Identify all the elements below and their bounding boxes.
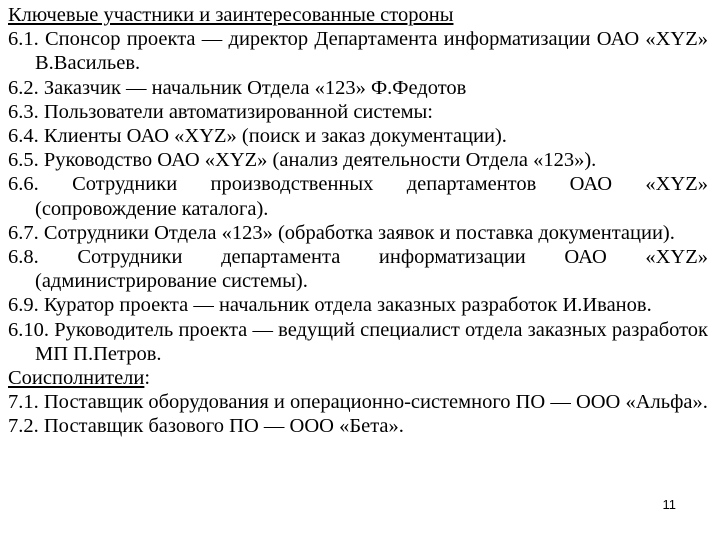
list-item: [8, 100, 708, 124]
item-text: Сотрудники производственных департаментов ОАО «XYZ» (сопровождение каталога).: [35, 173, 708, 220]
list-item: [8, 76, 708, 100]
item-text: Руководство ОАО «XYZ» (анализ деятельности Отдела «123»).: [43, 149, 597, 172]
item-number: 6.7.: [8, 221, 39, 244]
item-number: 6.9.: [8, 294, 39, 317]
item-number: 6.4.: [8, 125, 39, 148]
item-text: Руководитель проекта — ведущий специалист отдела заказных разработок МП П.Петров.: [35, 318, 709, 365]
coexecutors-label: Соисполнители: [8, 367, 145, 390]
item-number: 7.1.: [8, 391, 39, 414]
item-text: Куратор проекта — начальник отдела заказных разработок И.Иванов.: [43, 294, 652, 317]
list-item: [8, 293, 708, 317]
page-number: 11: [662, 497, 676, 512]
item-number: 6.1.: [8, 28, 39, 51]
item-number: 6.2.: [8, 76, 39, 99]
item-number: 6.6.: [8, 173, 39, 196]
item-text: Заказчик — начальник Отдела «123» Ф.Федотов: [43, 76, 467, 99]
item-number: 6.3.: [8, 100, 39, 123]
slide-content: [8, 3, 708, 439]
item-number: 7.2.: [8, 415, 39, 438]
list-item: [8, 414, 708, 438]
item-text: Клиенты ОАО «XYZ» (поиск и заказ документации).: [43, 125, 507, 148]
item-number: 6.8.: [8, 246, 39, 269]
list-item: [8, 148, 708, 172]
coexecutors-colon: :: [144, 367, 151, 390]
coexecutors-heading: [8, 366, 708, 390]
item-number: 6.5.: [8, 149, 39, 172]
item-text: Поставщик оборудования и операционно-системного ПО — ООО «Альфа».: [43, 391, 708, 414]
item-text: Пользователи автоматизированной системы:: [43, 100, 434, 123]
coexecutors-list: [8, 390, 708, 438]
list-item: [8, 318, 708, 366]
participants-list: [8, 27, 708, 366]
item-text: Сотрудники департамента информатизации ОАО «XYZ» (администрирование системы).: [35, 246, 708, 293]
list-item: [8, 27, 708, 75]
list-item: [8, 124, 708, 148]
item-number: 6.10.: [8, 318, 49, 341]
list-item: [8, 245, 708, 293]
item-text: Поставщик базового ПО — ООО «Бета».: [43, 415, 404, 438]
item-text: Спонсор проекта — директор Департамента информатизации ОАО «XYZ» В.Васильев.: [35, 28, 708, 75]
slide-heading: Ключевые участники и заинтересованные стороны: [8, 4, 454, 26]
list-item: [8, 172, 708, 220]
item-text: Сотрудники Отдела «123» (обработка заявок и поставка документации).: [43, 221, 675, 244]
list-item: [8, 390, 708, 414]
list-item: [8, 221, 708, 245]
